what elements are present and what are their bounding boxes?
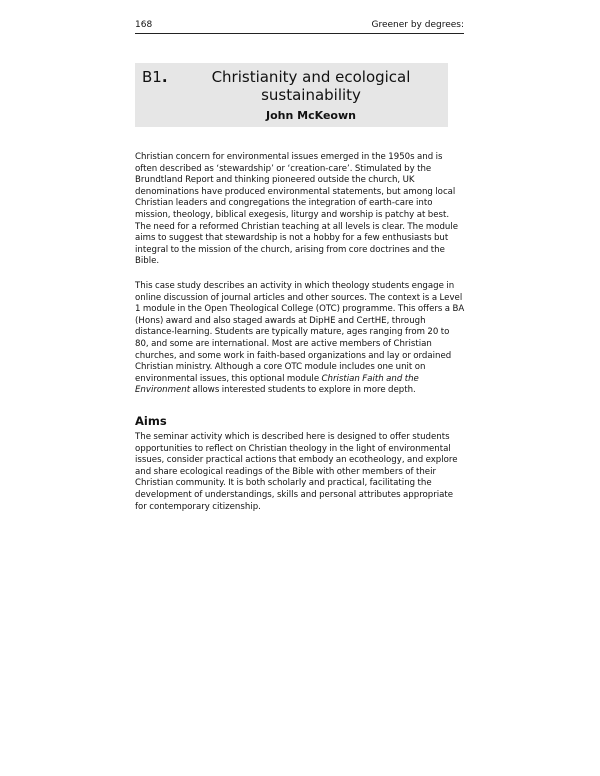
- running-title: Greener by degrees:: [371, 20, 464, 30]
- chapter-title: Christianity and ecological sustainability: [211, 68, 411, 104]
- section-number: [142, 68, 168, 86]
- page-number: 168: [135, 20, 153, 30]
- chapter-title-box: [135, 63, 448, 127]
- aims-paragraph: The seminar activity which is described here is designed to offer students opportunities to reflect on Christian theology in the light of environmental issues, consider practical actions that embody an ecotheology, and explore and share ecological readings of the Bible with other members of their Christian community. It is both scholarly and practical, facilitating the development of understandings, skills and personal attributes appropriate for contemporary citizenship.: [135, 432, 458, 512]
- module-title: Christian Faith and the Environment: [135, 373, 419, 396]
- intro-paragraph: Christian concern for environmental issues emerged in the 1950s and is often described as ‘stewardship’ or ‘creation-care’. Stimulated by the Brundtland Report and thinking pioneered outside the church, UK denominations have produced environmental statements, but among local Christian leaders and congregations the integration of earth-care into mission, theology, biblical exegesis, liturgy and worship is patchy at best. The need for a reformed Christian teaching at all levels is clear. The module aims to suggest that stewardship is not a hobby for a few enthusiasts but integral to the mission of the church, arising from core doctrines and the Bible.: [135, 152, 459, 267]
- aims-heading: Aims: [135, 414, 167, 428]
- author-name: John McKeown: [266, 109, 356, 122]
- context-text-end: allows interested students to explore in more depth.: [190, 385, 416, 396]
- context-paragraph: [135, 281, 465, 397]
- section-number-text: B1: [142, 68, 162, 86]
- running-header: [135, 20, 464, 34]
- context-text-start: This case study describes an activity in which theology students engage in online discussion of journal articles and other sources. The context is a Level 1 module in the Open Theological College (OTC) programme. This offers a BA (Hons) award and also staged awards at DipHE and CertHE, through distance-learning. Students are typically mature, ages ranging from 20 to 80, and some are international. Most are active members of Christian churches, and some work in faith-based organizations and lay or ordained Christian ministry. Although a core OTC module includes one unit on environmental issues, this optional module: [135, 281, 465, 384]
- section-number-dot: .: [161, 68, 168, 86]
